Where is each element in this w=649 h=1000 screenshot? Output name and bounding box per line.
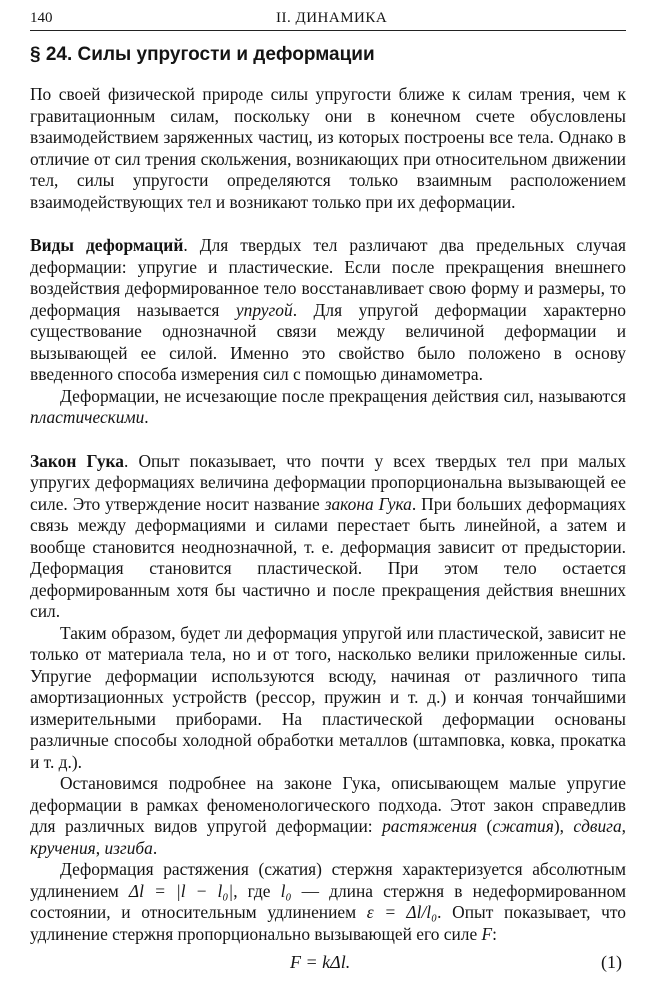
equation-number: (1) [601,952,622,972]
body-text [30,84,626,945]
plastic-deformation-paragraph [30,386,626,429]
hooke-law-heading: Закон Гука [30,450,125,471]
text-run: . [144,407,149,427]
term-shear: сдвига [573,816,622,836]
deformation-types-paragraph [30,235,626,386]
text-run: . Опыт показывает, что почти у всех твердых тел при малых упругих деформациях величина деформации пропорциональна вызывающей ее силе. Это утверждение носит название [30,450,626,514]
hooke-law-paragraph [30,451,626,623]
math-absolute-elongation: Δl = |l − l₀| [128,880,234,901]
tension-paragraph [30,859,626,945]
term-torsion: кручения [30,837,96,858]
text-run: . При больших деформациях связь между деформациями и силами перестает быть линейной, а затем и вообще становится неоднозначной, т. е. деформация зависит от предыстории. Деформация становится пластической. При этом тело остается деформированным хотя бы частично и после прекращения действия внешних сил. [30,493,626,621]
term-tension: растяжения [382,816,478,836]
elastic-vs-plastic-paragraph: Таким образом, будет ли деформация упругой или пластической, зависит не только от материала тела, но и от того, насколько велики приложенные силы. Упругие деформации используются всюду, начиная от различного типа амортизационных устройств (рессор, пружин и т. д.) и кончая тончайшими измерительными приборами. На пластической деформации основаны различные способы холодной обработки металлов (штамповка, ковка, прокатка и т. д.). [30,622,626,772]
hooke-law-types-paragraph [30,773,626,859]
math-relative-elongation: ε = Δl/l₀ [366,902,438,922]
equation-formula: F = kΔl. [290,952,351,972]
intro-paragraph: По своей физической природе силы упругости ближе к силам трения, чем к гравитационным силам, поскольку они в конечном счете обусловлены взаимодействием заряженных частиц, из которых построены все тела. Однако в отличие от сил трения скольжения, возникающих при относительном движении тел, силы упругости определяются только взаимным расположением взаимодействующих тел и возникают только при их деформации. [30,84,626,212]
text-run: , [95,837,105,858]
book-page [30,0,626,1000]
section-title: § 24. Силы упругости и деформации [30,44,375,65]
term-plastic: пластическими [30,407,145,427]
term-bending: изгиба [104,837,153,858]
term-hooke-law: закона Гука [324,493,412,514]
text-run: , где [233,880,281,901]
math-initial-length: l₀ [280,880,292,901]
text-run: — длина стержня в недеформированном состоянии, и относительным удлинением [30,880,626,922]
running-title: II. ДИНАМИКА [276,10,388,26]
equation-hooke [30,952,626,976]
text-run: Остановимся подробнее на законе Гука, описывающем малые упругие деформации в рамках феноменологического подхода. Этот закон справедлив для различных видов упругой деформации: [30,773,626,836]
text-run: : [492,923,497,944]
text-run: . Для твердых тел различают два предельных случая деформации: упругие и пластические. Если после прекращения внешнего воздействия деформированное тело восстанавливает свою форму и размеры, то деформация называется [30,235,626,320]
text-run: . Опыт показывает, что удлинение стержня пропорционально вызывающей его силе [30,902,626,944]
text-run: Деформации, не исчезающие после прекращения действия сил, называются [60,385,626,406]
page-header [30,8,626,31]
text-run: . Для упругой деформации характерно существование однозначной связи между величиной деформации и вызывающей ее силой. Именно это свойство было положено в основу введенного способа измерения сил с помощью динамометра. [30,299,626,384]
term-compression: сжатия [492,816,554,836]
page-number: 140 [30,10,53,26]
math-force: F [481,923,493,944]
text-run: . [152,837,158,858]
deformation-types-heading: Виды деформаций [30,235,184,255]
text-run: , [621,816,627,836]
text-run: Деформация растяжения (сжатия) стержня характеризуется абсолютным удлинением [30,859,626,901]
term-elastic: упругой [235,299,293,320]
text-run: ( [477,816,493,836]
text-run: ), [553,816,574,836]
